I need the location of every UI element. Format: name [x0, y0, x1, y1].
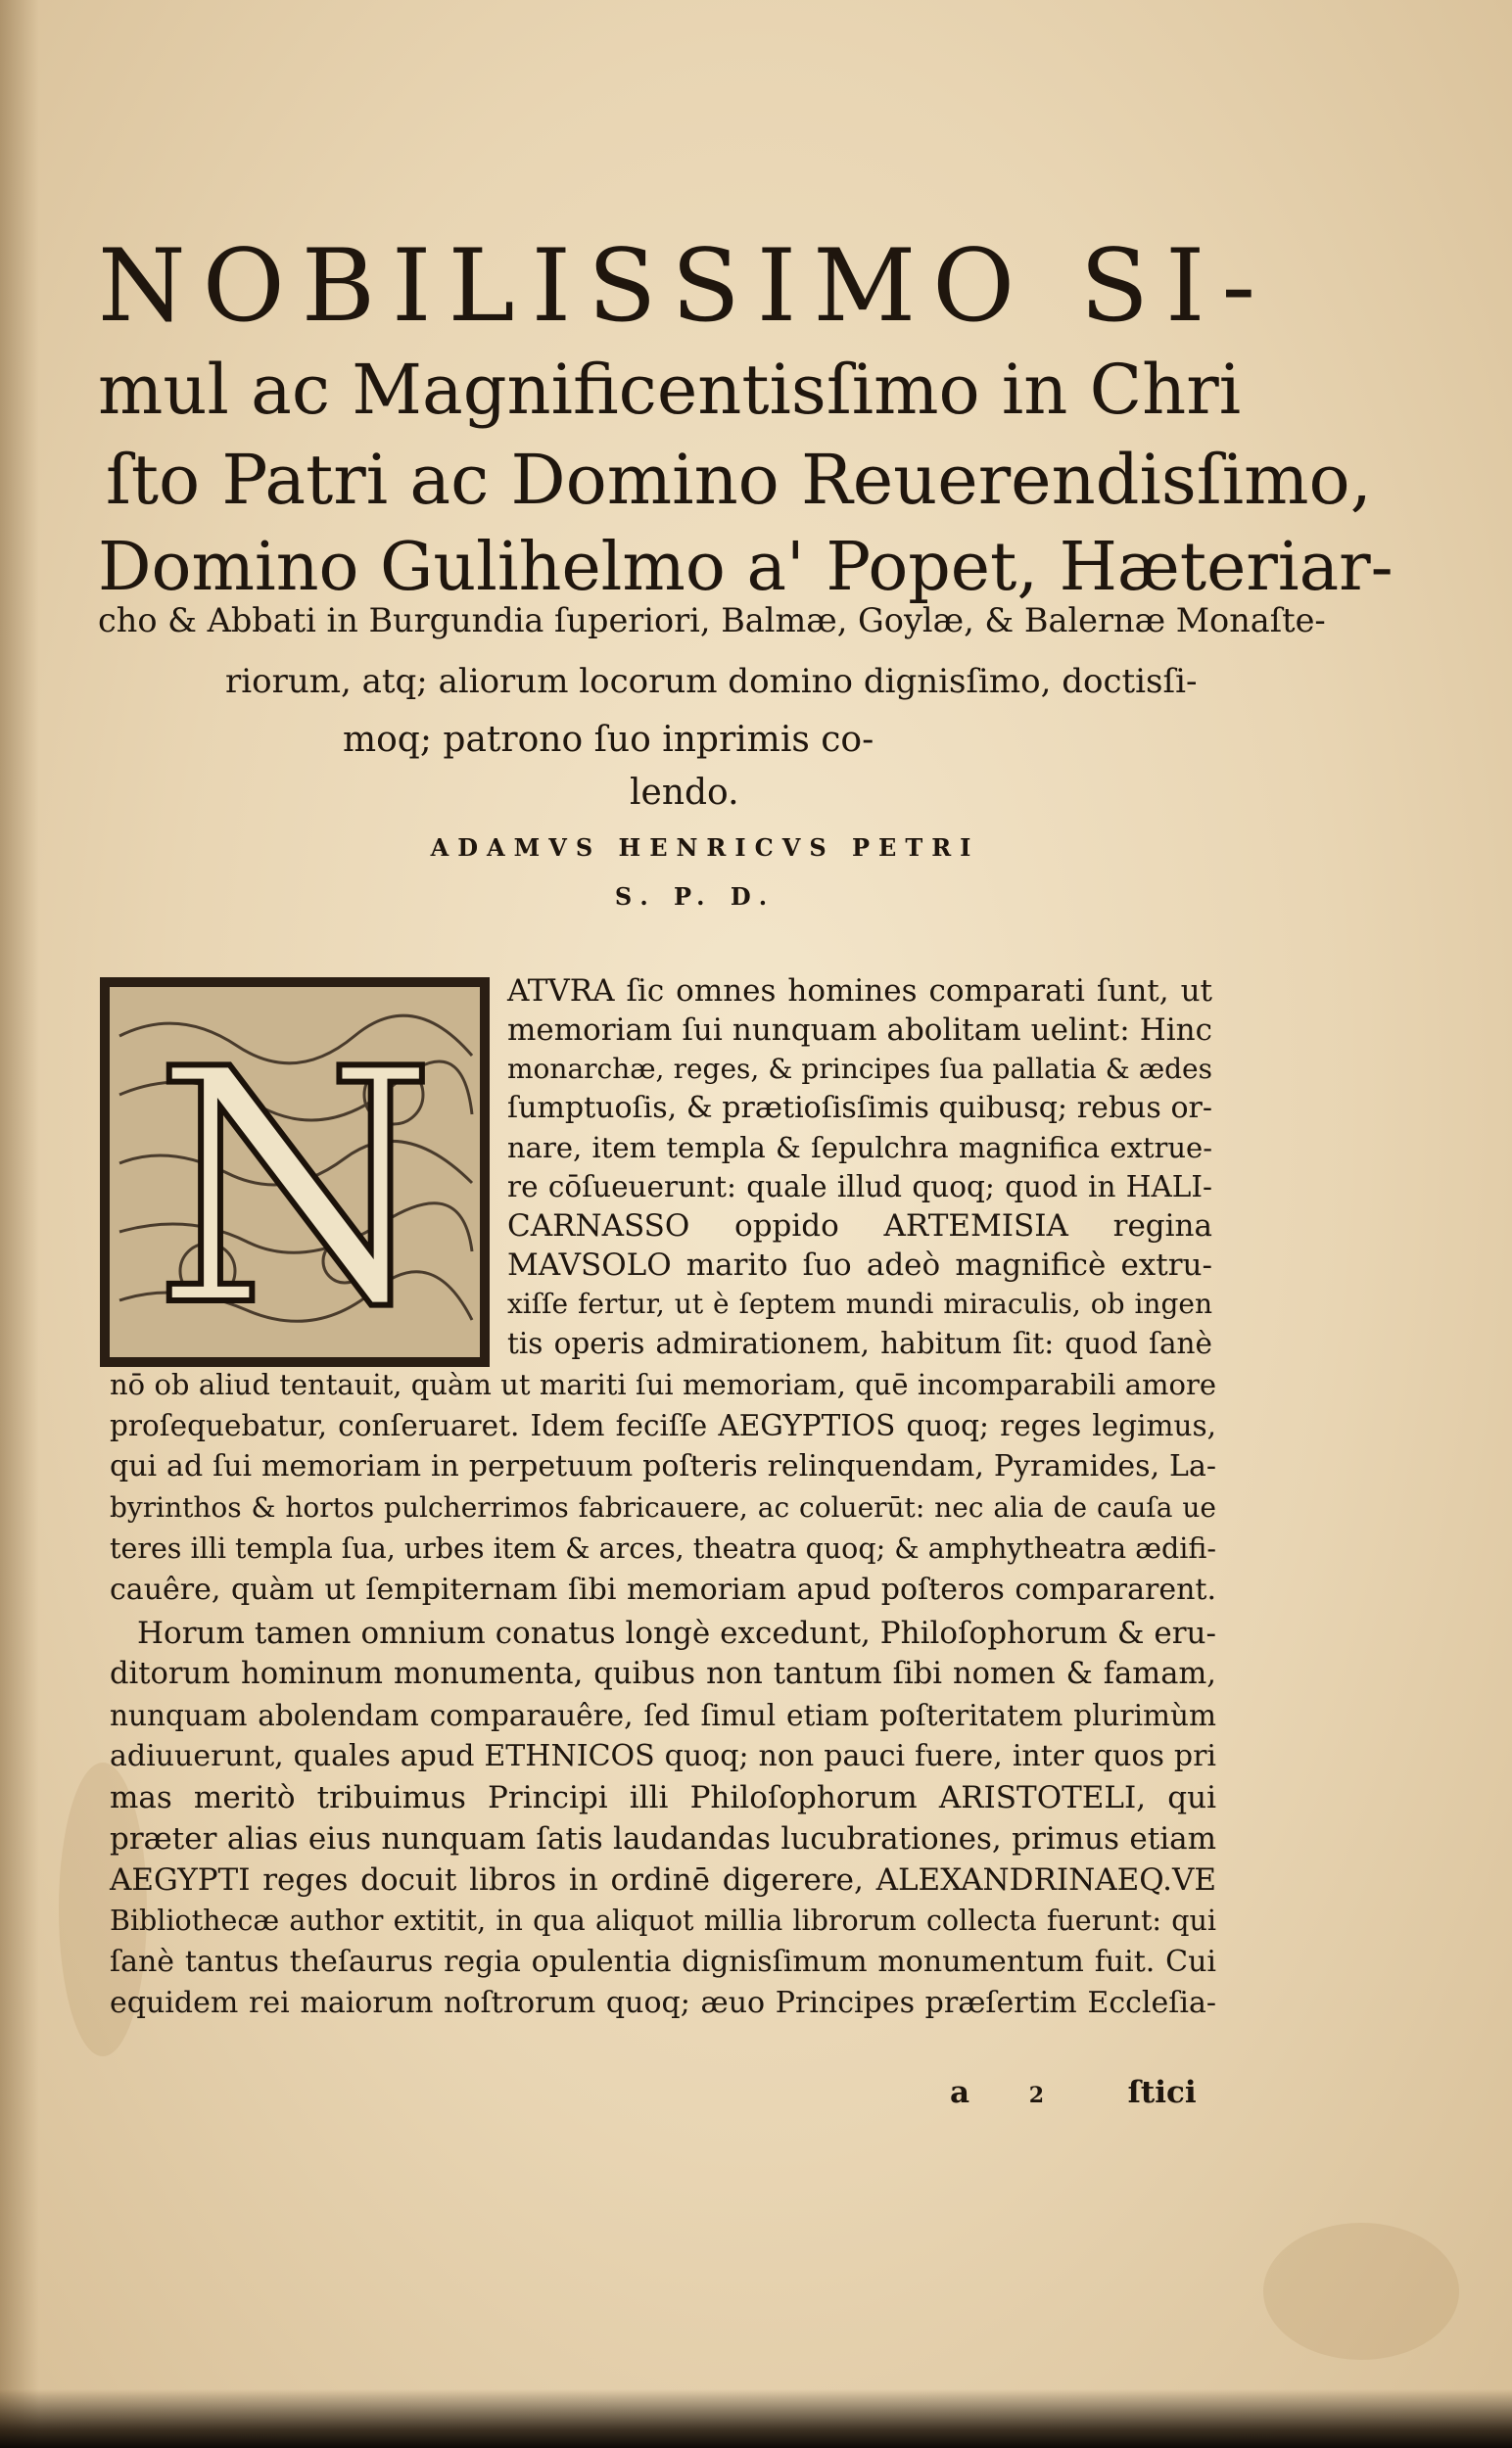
paragraph-3-line: AEGYPTI reges docuit libros in ordinē digerere, ALEXANDRINAEQ.VE [110, 1862, 1216, 1898]
paragraph-3-line: nunquam abolendam comparauêre, ſed ſimul etiam poſteritatem plurimùm [110, 1699, 1216, 1732]
page-gutter-shadow [0, 0, 39, 2448]
dedication-subheading-line-3: moq; patrono ſuo inprimis co- [343, 720, 874, 760]
paragraph-1-line: MAVSOLO marito ſuo adeò magnificè extru- [507, 1248, 1212, 1283]
paragraph-3-line: Bibliothecæ author extitit, in qua aliquot millia librorum collecta fuerunt: qui [110, 1905, 1216, 1937]
paragraph-1-line: ſumptuoſis, & prætioſisſimis quibusq; rebus or- [507, 1091, 1212, 1125]
scan-bottom-edge [0, 2389, 1512, 2448]
paragraph-1-line: ATVRA ſic omnes homines comparati ſunt, ut [507, 973, 1212, 1009]
paper-stain [1263, 2223, 1459, 2360]
paragraph-2-line: proſequebatur, conſeruaret. Idem feciſſe AEGYPTIOS quoq; reges legimus, [110, 1409, 1216, 1442]
paragraph-3-line: ſanè tantus theſaurus regia opulentia dignisſimum monumentum fuit. Cui [110, 1945, 1216, 1979]
author-line: ADAMVS HENRICVS PETRI [430, 833, 980, 862]
paragraph-2-line: teres illi templa ſua, urbes item & arces, theatra quoq; & amphytheatra ædifi- [110, 1532, 1216, 1565]
dedication-subheading-line-4: lendo. [630, 773, 739, 813]
paragraph-2-line: cauêre, quàm ut ſempiternam ſibi memoriam apud poſteros compararent. [110, 1573, 1216, 1607]
dedication-subheading-line-1: cho & Abbati in Burgundia ſuperiori, Balmæ, Goylæ, & Balernæ Monaſte- [98, 601, 1326, 639]
dedication-heading-line-1: NOBILISSIMO SI- [98, 228, 1273, 345]
dedication-heading-line-2: mul ac Magnificentisſimo in Chri [98, 350, 1242, 430]
dedication-heading-line-4: Domino Gulihelmo a' Popet, Hæteriar- [98, 529, 1394, 606]
paragraph-1-line: re cōſueuerunt: quale illud quoq; quod in HALI- [507, 1170, 1212, 1203]
signature-number: 2 [1028, 2083, 1045, 2108]
salutation-line: S. P. D. [614, 882, 777, 911]
dedication-heading-line-3: ſto Patri ac Domino Reuerendisſimo, [106, 440, 1372, 520]
paragraph-1-line: CARNASSO oppido ARTEMISIA regina [507, 1208, 1212, 1244]
paragraph-2-line: nō ob aliud tentauit, quàm ut mariti ſui memoriam, quē incomparabili amore [110, 1368, 1216, 1401]
paragraph-1-line: tis operis admirationem, habitum ſit: quod ſanè [507, 1327, 1212, 1360]
paragraph-3-line: præter alias eius nunquam ſatis laudandas lucubrationes, primus etiam [110, 1821, 1216, 1857]
paragraph-3-line: ditorum hominum monumenta, quibus non tantum ſibi nomen & famam, [110, 1657, 1216, 1691]
paragraph-1-line: xiſſe fertur, ut è ſeptem mundi miraculis, ob ingen [507, 1288, 1212, 1320]
dedication-subheading-line-2: riorum, atq; aliorum locorum domino dignisſimo, doctisſi- [225, 662, 1198, 701]
paragraph-1-line: memoriam ſui nunquam abolitam uelint: Hinc [507, 1012, 1212, 1048]
decorated-initial-woodcut [100, 977, 490, 1367]
initial-letter-glyph: N [153, 1001, 437, 1367]
paragraph-3-line: Horum tamen omnium conatus longè excedunt, Philoſophorum & eru- [137, 1616, 1216, 1651]
paragraph-2-line: qui ad ſui memoriam in perpetuum poſteris relinquendam, Pyramides, La- [110, 1449, 1216, 1483]
paragraph-2-line: byrinthos & hortos pulcherrimos fabricauere, ac coluerūt: nec alia de cauſa ue [110, 1491, 1216, 1524]
signature-mark [950, 2071, 1205, 2114]
catchword: ſtici [1127, 2075, 1197, 2110]
paragraph-1-line: monarchæ, reges, & principes ſua pallatia & ædes [507, 1053, 1212, 1085]
paragraph-3-line: equidem rei maiorum noſtrorum quoq; æuo Principes præſertim Eccleſia- [110, 1986, 1216, 2020]
signature-letter: a [950, 2075, 970, 2110]
paragraph-1-line: nare, item templa & ſepulchra magnifica extrue- [507, 1131, 1212, 1164]
paragraph-3-line: adiuuerunt, quales apud ETHNICOS quoq; non pauci fuere, inter quos pri [110, 1739, 1216, 1773]
paragraph-3-line: mas meritò tribuimus Principi illi Philoſophorum ARISTOTELI, qui [110, 1780, 1216, 1815]
